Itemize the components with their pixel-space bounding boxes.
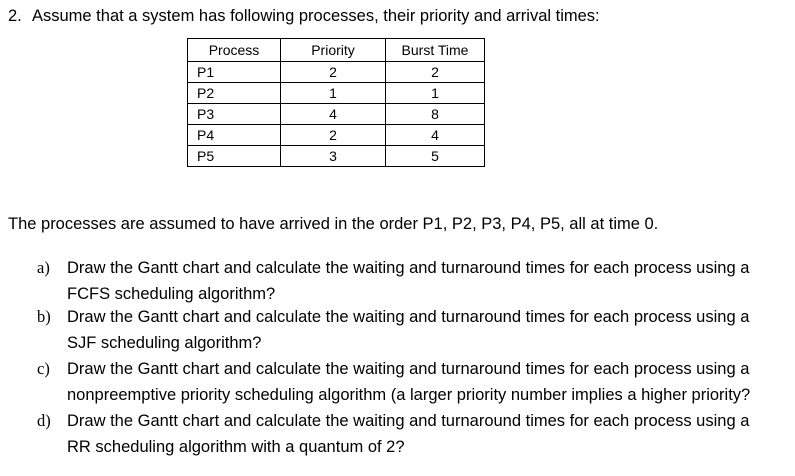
question-number: 2. — [8, 7, 22, 25]
cell-process: P4 — [188, 125, 281, 146]
item-line-1: Draw the Gantt chart and calculate the waiting and turnaround times for each process using a — [67, 259, 750, 277]
item-label: c) — [37, 359, 50, 378]
cell-priority: 2 — [281, 125, 386, 146]
question-text: Assume that a system has following processes, their priority and arrival times: — [32, 7, 600, 25]
cell-burst-time: 1 — [386, 83, 485, 104]
item-label: a) — [37, 258, 50, 277]
item-line-2: SJF scheduling algorithm? — [67, 334, 262, 352]
assumption-text: The processes are assumed to have arrived in the order P1, P2, P3, P4, P5, all at time 0. — [8, 215, 659, 233]
question-heading — [8, 7, 600, 26]
cell-priority: 4 — [281, 104, 386, 125]
cell-burst-time: 8 — [386, 104, 485, 125]
item-line-1: Draw the Gantt chart and calculate the waiting and turnaround times for each process using a — [67, 412, 750, 430]
item-line-2: nonpreemptive priority scheduling algorithm (a larger priority number implies a higher priority? — [67, 386, 751, 404]
cell-burst-time: 4 — [386, 125, 485, 146]
cell-process: P1 — [188, 62, 281, 83]
table-row — [188, 83, 485, 104]
table-row — [188, 62, 485, 83]
item-line-2: FCFS scheduling algorithm? — [67, 285, 276, 303]
header-process: Process — [188, 39, 281, 62]
item-label: d) — [37, 411, 51, 430]
cell-priority: 3 — [281, 146, 386, 167]
header-priority: Priority — [281, 39, 386, 62]
item-line-1: Draw the Gantt chart and calculate the waiting and turnaround times for each process using a — [67, 360, 750, 378]
table-row — [188, 104, 485, 125]
cell-priority: 1 — [281, 83, 386, 104]
cell-process: P3 — [188, 104, 281, 125]
cell-priority: 2 — [281, 62, 386, 83]
cell-process: P5 — [188, 146, 281, 167]
item-label: b) — [37, 307, 51, 326]
item-line-2: RR scheduling algorithm with a quantum of 2? — [67, 438, 405, 456]
cell-burst-time: 2 — [386, 62, 485, 83]
cell-process: P2 — [188, 83, 281, 104]
cell-burst-time: 5 — [386, 146, 485, 167]
header-burst-time: Burst Time — [386, 39, 485, 62]
table-row — [188, 146, 485, 167]
item-line-1: Draw the Gantt chart and calculate the waiting and turnaround times for each process using a — [67, 308, 750, 326]
table-row — [188, 125, 485, 146]
table-header-row — [188, 39, 485, 62]
process-table — [187, 38, 485, 167]
